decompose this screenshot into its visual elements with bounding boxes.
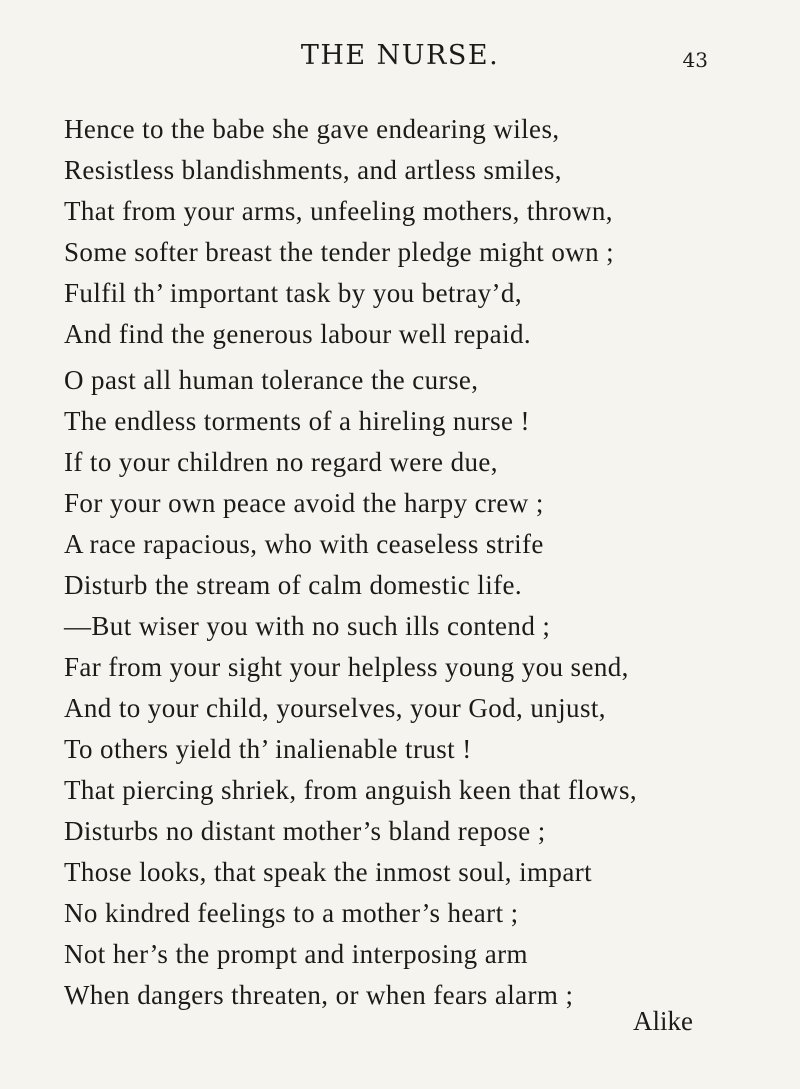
running-title: THE NURSE. — [300, 40, 500, 71]
poem-line: And to your child, yourselves, your God, unjust, — [64, 693, 606, 723]
poem-line: O past all human tolerance the curse, — [64, 365, 479, 395]
stanza-1 — [64, 109, 764, 355]
poem-line: Disturbs no distant mother’s bland repose ; — [64, 816, 546, 846]
poem-line: And find the generous labour well repaid. — [64, 319, 532, 349]
poem-line: Hence to the babe she gave endearing wiles, — [64, 114, 560, 144]
poem-line: Those looks, that speak the inmost soul, impart — [64, 857, 592, 887]
poem-line: Disturb the stream of calm domestic life. — [64, 570, 523, 600]
poem-line: That from your arms, unfeeling mothers, thrown, — [64, 196, 613, 226]
poem-line: When dangers threaten, or when fears alarm ; — [64, 980, 574, 1010]
catchword: Alike — [633, 1006, 693, 1036]
stanza-2 — [64, 360, 764, 1016]
poem-line: —But wiser you with no such ills contend ; — [64, 611, 551, 641]
poem-line: Some softer breast the tender pledge might own ; — [64, 237, 615, 267]
poem-line: If to your children no regard were due, — [64, 447, 498, 477]
poem-line: Far from your sight your helpless young you send, — [64, 652, 629, 682]
running-head — [0, 40, 800, 80]
poem-line: The endless torments of a hireling nurse ! — [64, 406, 530, 436]
page-number: 43 — [682, 48, 708, 72]
poem-line: That piercing shriek, from anguish keen that flows, — [64, 775, 638, 805]
poem-line: Resistless blandishments, and artless smiles, — [64, 155, 562, 185]
poem-line: A race rapacious, who with ceaseless strife — [64, 529, 544, 559]
poem-line: No kindred feelings to a mother’s heart ; — [64, 898, 519, 928]
poem-line: Not her’s the prompt and interposing arm — [64, 939, 528, 969]
poem-line: For your own peace avoid the harpy crew ; — [64, 488, 544, 518]
poem-line: Fulfil th’ important task by you betray’d, — [64, 278, 522, 308]
poem-line: To others yield th’ inalienable trust ! — [64, 734, 472, 764]
